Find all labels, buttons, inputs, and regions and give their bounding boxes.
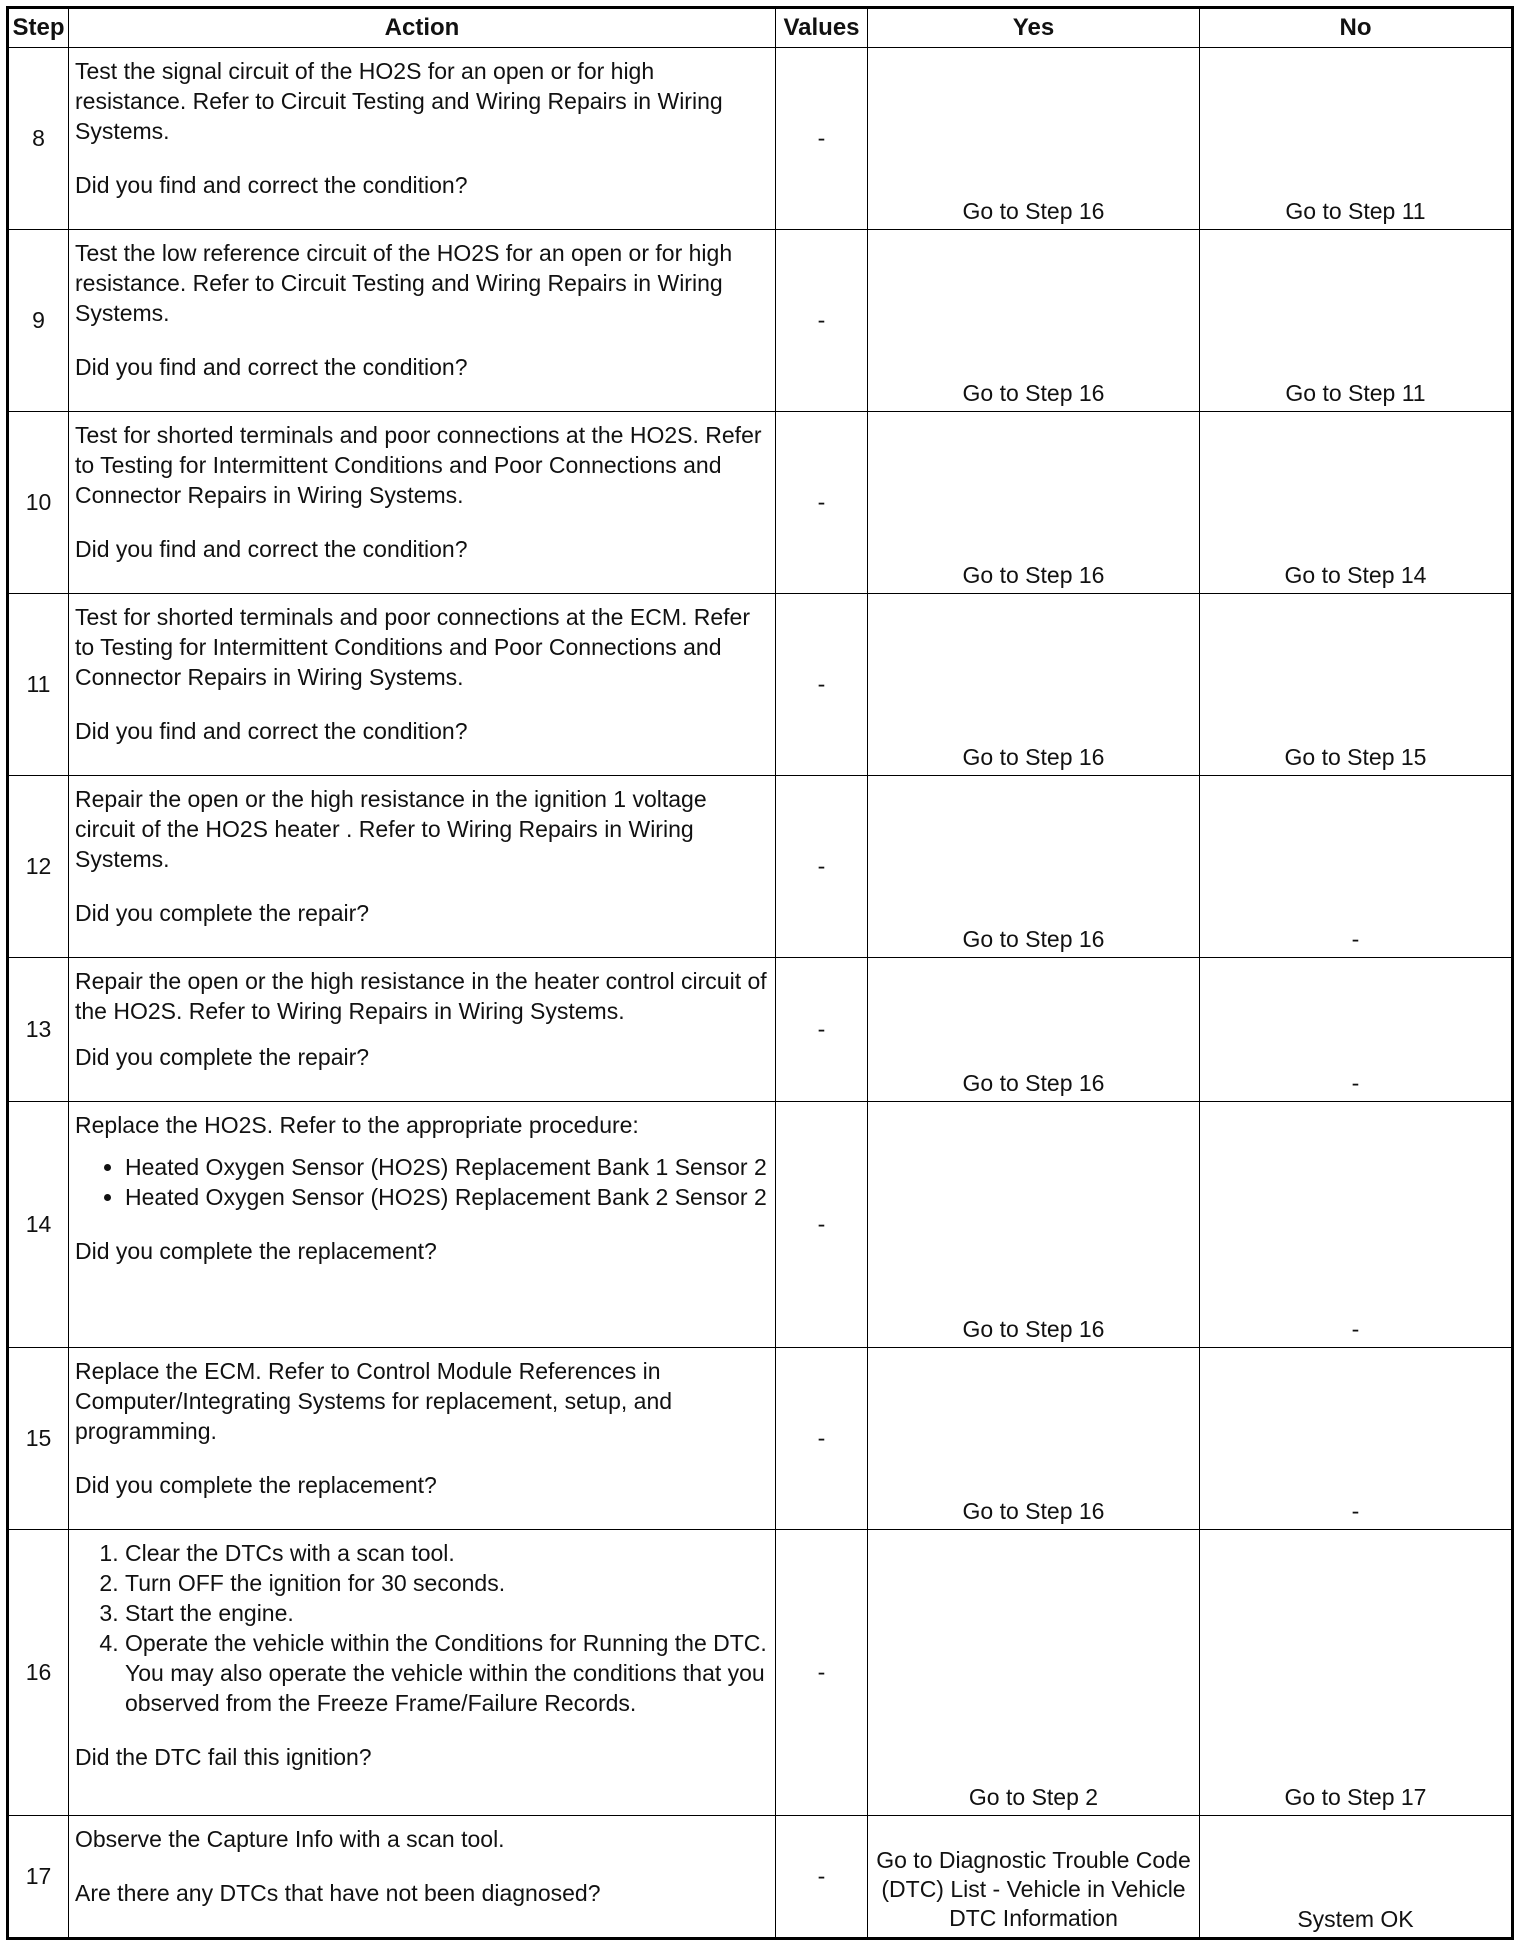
table-row-step-15 [8, 1348, 1513, 1530]
list-item: • Heated Oxygen Sensor (HO2S) Replacement Bank 1 Sensor 2 [125, 1152, 769, 1182]
step-number: 14 [8, 1102, 69, 1348]
diagnostic-table [6, 6, 1514, 1940]
values-cell: - [776, 230, 868, 412]
action-question: Did you complete the replacement? [75, 1238, 437, 1264]
table-row-step-8 [8, 48, 1513, 230]
no-cell: Go to Step 15 [1200, 594, 1513, 776]
step-number: 11 [8, 594, 69, 776]
action-cell [69, 48, 776, 230]
table-row-step-14 [8, 1102, 1513, 1348]
step-number: 15 [8, 1348, 69, 1530]
action-cell [69, 594, 776, 776]
yes-cell: Go to Step 16 [868, 776, 1200, 958]
no-cell: - [1200, 1348, 1513, 1530]
table-row-step-11 [8, 594, 1513, 776]
action-text: Observe the Capture Info with a scan tool. [75, 1826, 505, 1852]
action-text: Replace the ECM. Refer to Control Module References in Computer/Integrating Systems for replacement, setup, and programming. [75, 1358, 673, 1444]
table-row-step-17 [8, 1816, 1513, 1939]
values-cell: - [776, 1102, 868, 1348]
action-question: Did you complete the repair? [75, 900, 370, 926]
values-cell: - [776, 48, 868, 230]
no-cell: System OK [1200, 1816, 1513, 1939]
no-cell: Go to Step 11 [1200, 230, 1513, 412]
step-number: 16 [8, 1530, 69, 1816]
header-no: No [1200, 8, 1513, 48]
no-cell: Go to Step 11 [1200, 48, 1513, 230]
table-row-step-16 [8, 1530, 1513, 1816]
header-action: Action [69, 8, 776, 48]
header-step: Step [8, 8, 69, 48]
action-text: Replace the HO2S. Refer to the appropriate procedure: [75, 1112, 639, 1138]
step-number: 12 [8, 776, 69, 958]
header-yes: Yes [868, 8, 1200, 48]
no-cell: - [1200, 958, 1513, 1102]
action-cell [69, 958, 776, 1102]
action-question: Did you find and correct the condition? [75, 354, 468, 380]
values-cell: - [776, 412, 868, 594]
action-cell [69, 1348, 776, 1530]
action-question: Are there any DTCs that have not been diagnosed? [75, 1880, 601, 1906]
yes-cell: Go to Step 16 [868, 1348, 1200, 1530]
action-cell [69, 412, 776, 594]
list-item: • Heated Oxygen Sensor (HO2S) Replacement Bank 2 Sensor 2 [125, 1182, 769, 1212]
values-cell: - [776, 1816, 868, 1939]
table-row-step-13 [8, 958, 1513, 1102]
action-cell [69, 1102, 776, 1348]
procedure-steps [75, 1538, 769, 1718]
step-number: 17 [8, 1816, 69, 1939]
action-cell [69, 1530, 776, 1816]
yes-cell [868, 1816, 1200, 1939]
action-question: Did you find and correct the condition? [75, 718, 468, 744]
action-question: Did you complete the replacement? [75, 1472, 437, 1498]
list-item: 1. Clear the DTCs with a scan tool. [125, 1538, 769, 1568]
action-text: Repair the open or the high resistance in the ignition 1 voltage circuit of the HO2S heater . Refer to Wiring Repairs in Wiring Systems. [75, 786, 707, 872]
table-row-step-10 [8, 412, 1513, 594]
yes-cell: Go to Step 16 [868, 48, 1200, 230]
action-question: Did you find and correct the condition? [75, 536, 468, 562]
action-text: Test for shorted terminals and poor connections at the ECM. Refer to Testing for Intermittent Conditions and Poor Connections and Connector Repairs in Wiring Systems. [75, 604, 750, 690]
yes-cell: Go to Step 16 [868, 1102, 1200, 1348]
no-cell: - [1200, 1102, 1513, 1348]
header-values: Values [776, 8, 868, 48]
values-cell: - [776, 1348, 868, 1530]
action-text: Test the low reference circuit of the HO2S for an open or for high resistance. Refer to Circuit Testing and Wiring Repairs in Wiring Systems. [75, 240, 733, 326]
action-question: Did you find and correct the condition? [75, 172, 468, 198]
step-number: 8 [8, 48, 69, 230]
action-cell [69, 776, 776, 958]
list-item: 4. Operate the vehicle within the Conditions for Running the DTC. You may also operate the vehicle within the conditions that you observed from the Freeze Frame/Failure Records. [125, 1628, 769, 1718]
action-text: Repair the open or the high resistance in the heater control circuit of the HO2S. Refer to Wiring Repairs in Wiring Systems. [75, 968, 767, 1024]
table-row-step-9 [8, 230, 1513, 412]
values-cell: - [776, 958, 868, 1102]
action-cell [69, 1816, 776, 1939]
header-row [8, 8, 1513, 48]
no-cell: Go to Step 17 [1200, 1530, 1513, 1816]
action-text: Test for shorted terminals and poor connections at the HO2S. Refer to Testing for Intermittent Conditions and Poor Connections and Connector Repairs in Wiring Systems. [75, 422, 762, 508]
yes-dtc-link-text: Go to Diagnostic Trouble Code (DTC) List - Vehicle in Vehicle DTC Information [876, 1847, 1191, 1931]
yes-cell: Go to Step 16 [868, 958, 1200, 1102]
action-cell [69, 230, 776, 412]
action-text: Test the signal circuit of the HO2S for an open or for high resistance. Refer to Circuit Testing and Wiring Repairs in Wiring Systems. [75, 58, 723, 144]
action-question: Did the DTC fail this ignition? [75, 1744, 372, 1770]
action-question: Did you complete the repair? [75, 1044, 370, 1070]
no-cell: - [1200, 776, 1513, 958]
values-cell: - [776, 594, 868, 776]
step-number: 13 [8, 958, 69, 1102]
table-row-step-12 [8, 776, 1513, 958]
list-item: 3. Start the engine. [125, 1598, 769, 1628]
procedure-list [75, 1152, 769, 1212]
yes-cell: Go to Step 16 [868, 412, 1200, 594]
values-cell: - [776, 776, 868, 958]
step-number: 10 [8, 412, 69, 594]
list-item: 2. Turn OFF the ignition for 30 seconds. [125, 1568, 769, 1598]
no-cell: Go to Step 14 [1200, 412, 1513, 594]
yes-cell: Go to Step 16 [868, 594, 1200, 776]
step-number: 9 [8, 230, 69, 412]
yes-cell: Go to Step 2 [868, 1530, 1200, 1816]
yes-cell: Go to Step 16 [868, 230, 1200, 412]
values-cell: - [776, 1530, 868, 1816]
